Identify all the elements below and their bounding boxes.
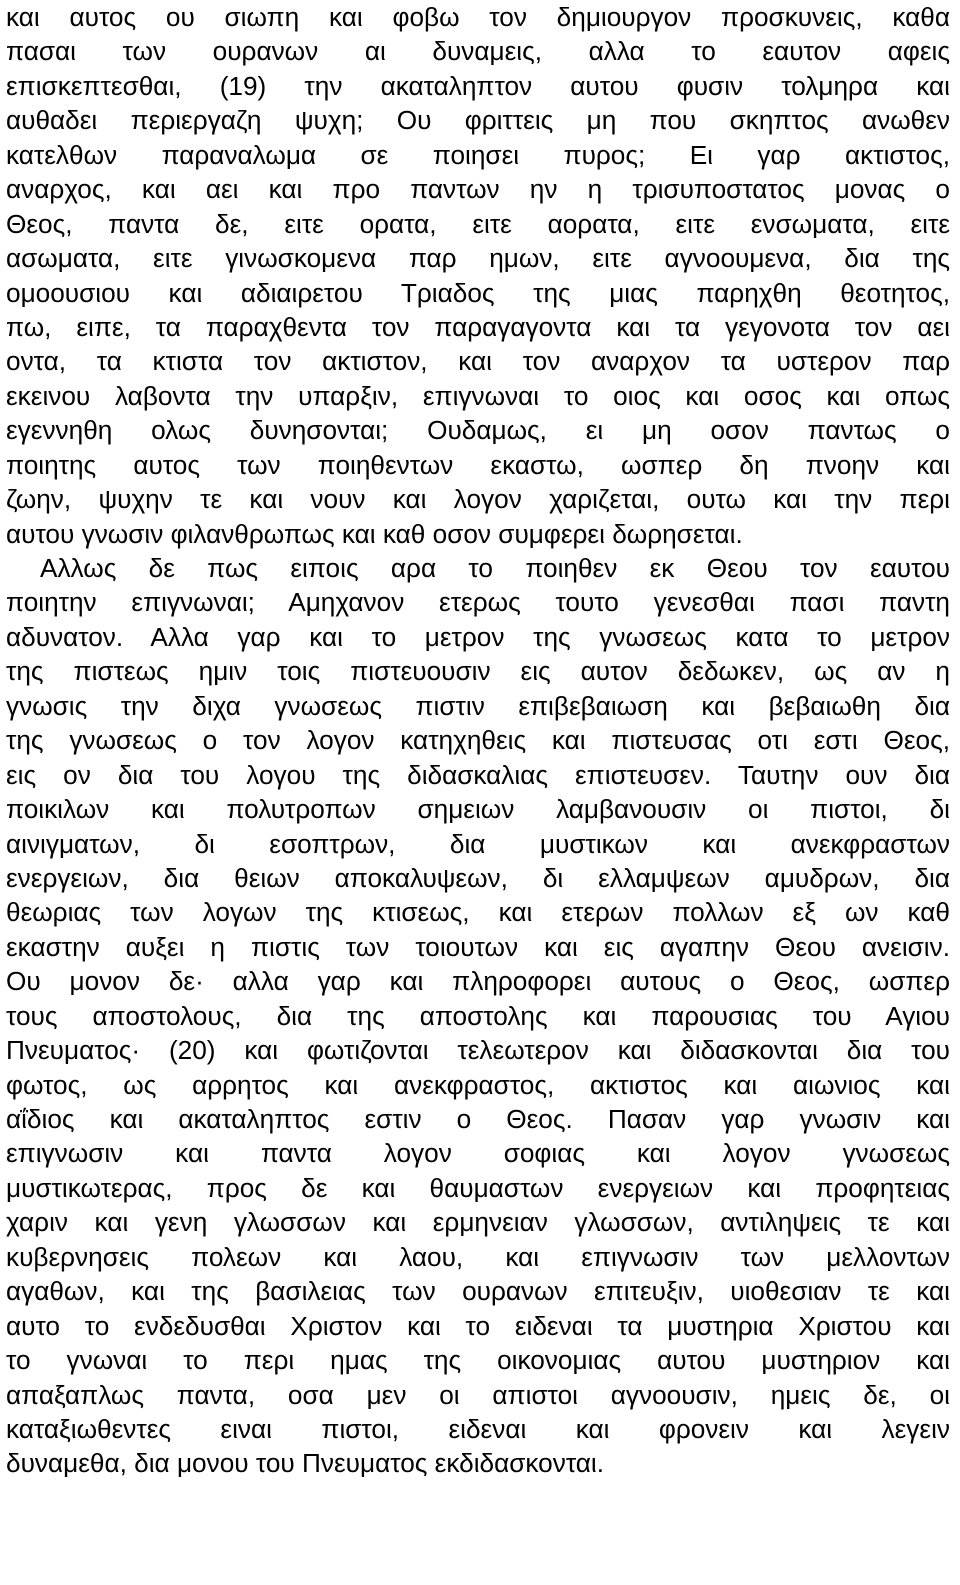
text-line: Θεος, παντα δε, ειτε ορατα, ειτε αορατα, ειτε ενσωματα, ειτε <box>6 208 950 239</box>
text-line: πασαι των ουρανων αι δυναμεις, αλλα το εαυτον αφεις <box>6 36 950 67</box>
text-line: χαριν και γενη γλωσσων και ερμηνειαν γλωσσων, αντιληψεις τε και <box>6 1207 950 1238</box>
text-line: γνωσις την διχα γνωσεως πιστιν επιβεβαιωση και βεβαιωθη δια <box>6 690 950 721</box>
text-line: αγαθων, και της βασιλειας των ουρανων επιτευξιν, υιοθεσιαν τε και <box>6 1276 950 1307</box>
text-line: ομοουσιου και αδιαιρετου Τριαδος της μιας παρηχθη θεοτητος, <box>6 277 950 308</box>
text-line: οντα, τα κτιστα τον ακτιστον, και τον αναρχον τα υστερον παρ <box>6 346 950 377</box>
text-line: αυτο το ενδεδυσθαι Χριστον και το ειδεναι τα μυστηρια Χριστου και <box>6 1310 950 1341</box>
text-line: κυβερνησεις πολεων και λαου, και επιγνωσιν των μελλοντων <box>6 1241 950 1272</box>
text-line: αναρχος, και αει και προ παντων ην η τρισυποστατος μονας ο <box>6 174 950 205</box>
text-line: ποικιλων και πολυτροπων σημειων λαμβανουσιν οι πιστοι, δι <box>6 794 950 825</box>
text-line: Πνευματος· (20) και φωτιζονται τελεωτερον και διδασκονται δια του <box>6 1035 950 1066</box>
text-line: πω, ειπε, τα παραχθεντα τον παραγαγοντα και τα γεγονοτα τον αει <box>6 311 950 342</box>
text-line: αδυνατον. Αλλα γαρ και το μετρον της γνωσεως κατα το μετρον <box>6 621 950 652</box>
text-line: Ου μονον δε· αλλα γαρ και πληροφορει αυτους ο Θεος, ωσπερ <box>6 966 950 997</box>
text-line: καταξιωθεντες ειναι πιστοι, ειδεναι και φρονειν και λεγειν <box>6 1413 950 1444</box>
text-line: της πιστεως ημιν τοις πιστευουσιν εις αυτον δεδωκεν, ως αν η <box>6 656 950 687</box>
text-line: εκαστην αυξει η πιστις των τοιουτων και εις αγαπην Θεου ανεισιν. <box>6 931 950 962</box>
text-line: εις ον δια του λογου της διδασκαλιας επιστευσεν. Ταυτην ουν δια <box>6 759 950 790</box>
text-line: το γνωναι το περι ημας της οικονομιας αυτου μυστηριον και <box>6 1345 950 1376</box>
text-line: αυτου γνωσιν φιλανθρωπως και καθ οσον συμφερει δωρησεται. <box>6 518 743 549</box>
text-line: φωτος, ως αρρητος και ανεκφραστος, ακτιστος και αιωνιος και <box>6 1069 950 1100</box>
text-line: θεωριας των λογων της κτισεως, και ετερων πολλων εξ ων καθ <box>6 897 950 928</box>
text-line: τους αποστολους, δια της αποστολης και παρουσιας του Αγιου <box>6 1000 950 1031</box>
text-line: αυθαδει περιεργαζη ψυχη; Ου φριττεις μη που σκηπτος ανωθεν <box>6 105 950 136</box>
text-line: ασωματα, ειτε γινωσκομενα παρ ημων, ειτε αγνοουμενα, δια της <box>6 243 950 274</box>
text-line: εγεννηθη ολως δυνησονται; Ουδαμως, ει μη οσον παντως ο <box>6 415 950 446</box>
text-line: και αυτος ου σιωπη και φοβω τον δημιουργον προσκυνεις, καθα <box>6 2 950 32</box>
text-line: απαξαπλως παντα, οσα μεν οι απιστοι αγνοουσιν, ημεις δε, οι <box>6 1379 950 1410</box>
text-line: μυστικωτερας, προς δε και θαυμαστων ενεργειων και προφητειας <box>6 1172 950 1203</box>
text-line: ζωην, ψυχην τε και νουν και λογον χαριζεται, ουτω και την περι <box>6 484 950 515</box>
text-line: της γνωσεως ο τον λογον κατηχηθεις και πιστευσας οτι εστι Θεος, <box>6 725 950 756</box>
text-line: επισκεπτεσθαι, (19) την ακαταληπτον αυτου φυσιν τολμηρα και <box>6 70 950 101</box>
document-page <box>6 0 950 1481</box>
text-line: ποιητην επιγνωναι; Αμηχανον ετερως τουτο γενεσθαι πασι παντη <box>6 587 950 618</box>
text-line: επιγνωσιν και παντα λογον σοφιας και λογον γνωσεως <box>6 1138 950 1169</box>
text-line: δυναμεθα, δια μονου του Πνευματος εκδιδασκονται. <box>6 1448 605 1479</box>
text-line: αΐδιος και ακαταληπτος εστιν ο Θεος. Πασαν γαρ γνωσιν και <box>6 1104 950 1134</box>
text-line: κατελθων παραναλωμα σε ποιησει πυρος; Ει γαρ ακτιστος, <box>6 139 950 170</box>
paragraph-first-line: Αλλως δε πως ειποις αρα το ποιηθεν εκ Θεου τον εαυτου <box>40 553 950 583</box>
text-line: εκεινου λαβοντα την υπαρξιν, επιγνωναι το οιος και οσος και οπως <box>6 380 950 411</box>
text-line: ποιητης αυτος των ποιηθεντων εκαστω, ωσπερ δη πνοην και <box>6 449 950 480</box>
text-line: αινιγματων, δι εσοπτρων, δια μυστικων και ανεκφραστων <box>6 828 950 859</box>
text-line: ενεργειων, δια θειων αποκαλυψεων, δι ελλαμψεων αμυδρων, δια <box>6 862 950 893</box>
